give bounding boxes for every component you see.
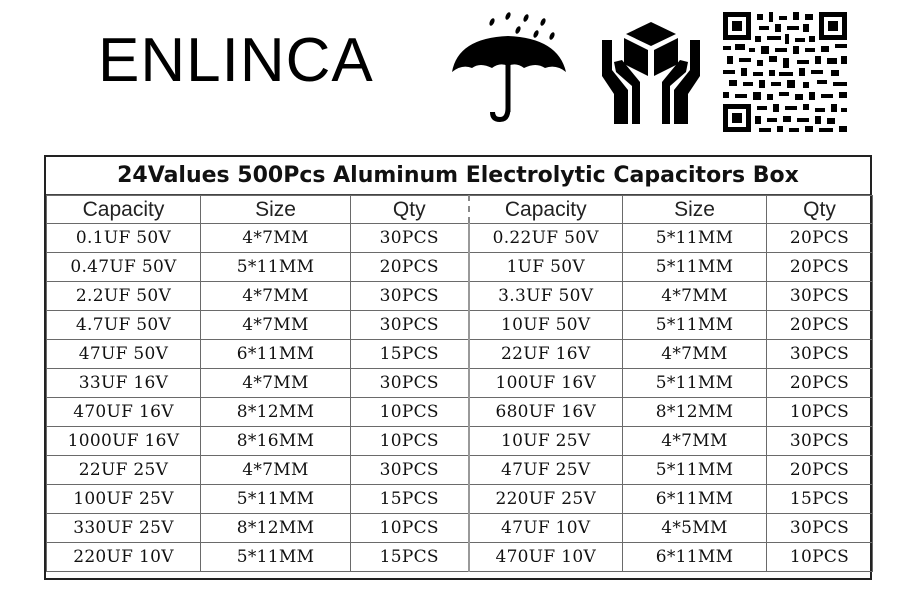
table-row — [47, 369, 873, 398]
cell-qty: 20PCS — [767, 369, 873, 398]
brand-logo: ENLINCA — [98, 26, 374, 95]
cell-qty: 10PCS — [767, 398, 873, 427]
cell-qty: 10PCS — [351, 427, 469, 456]
cell-qty: 10PCS — [767, 543, 873, 572]
cell-capacity: 4.7UF 50V — [47, 311, 201, 340]
table-row — [47, 224, 873, 253]
header-size: Size — [623, 196, 767, 224]
cell-qty: 30PCS — [351, 224, 469, 253]
cell-size: 5*11MM — [623, 369, 767, 398]
cell-size: 4*5MM — [623, 514, 767, 543]
table-row — [47, 485, 873, 514]
table-row — [47, 427, 873, 456]
cell-size: 5*11MM — [623, 224, 767, 253]
cell-capacity: 470UF 16V — [47, 398, 201, 427]
table-row — [47, 398, 873, 427]
cell-qty: 30PCS — [351, 456, 469, 485]
cell-qty: 30PCS — [767, 340, 873, 369]
cell-size: 5*11MM — [623, 253, 767, 282]
table-row — [47, 311, 873, 340]
cell-capacity: 22UF 25V — [47, 456, 201, 485]
cell-capacity: 0.1UF 50V — [47, 224, 201, 253]
qr-code-icon — [723, 12, 847, 132]
cell-size: 4*7MM — [201, 311, 351, 340]
cell-capacity: 10UF 50V — [469, 311, 623, 340]
capacitor-grid — [46, 195, 873, 572]
cell-size: 5*11MM — [623, 456, 767, 485]
cell-qty: 20PCS — [767, 456, 873, 485]
cell-size: 4*7MM — [201, 282, 351, 311]
header-capacity: Capacity — [469, 196, 623, 224]
cell-capacity: 22UF 16V — [469, 340, 623, 369]
table-title: 24Values 500Pcs Aluminum Electrolytic Capacitors Box — [46, 157, 870, 195]
table-row — [47, 253, 873, 282]
cell-size: 5*11MM — [201, 543, 351, 572]
cell-capacity: 100UF 16V — [469, 369, 623, 398]
cell-capacity: 220UF 25V — [469, 485, 623, 514]
cell-qty: 15PCS — [767, 485, 873, 514]
cell-size: 4*7MM — [201, 456, 351, 485]
cell-capacity: 33UF 16V — [47, 369, 201, 398]
cell-qty: 30PCS — [767, 282, 873, 311]
cell-size: 6*11MM — [201, 340, 351, 369]
capacitor-table — [44, 155, 872, 580]
cell-size: 4*7MM — [201, 224, 351, 253]
cell-qty: 30PCS — [767, 427, 873, 456]
table-row — [47, 340, 873, 369]
cell-capacity: 1UF 50V — [469, 253, 623, 282]
cell-size: 5*11MM — [623, 311, 767, 340]
cell-capacity: 330UF 25V — [47, 514, 201, 543]
table-row — [47, 282, 873, 311]
cell-size: 5*11MM — [201, 485, 351, 514]
cell-capacity: 47UF 10V — [469, 514, 623, 543]
table-row — [47, 543, 873, 572]
cell-capacity: 47UF 25V — [469, 456, 623, 485]
cell-capacity: 1000UF 16V — [47, 427, 201, 456]
cell-capacity: 47UF 50V — [47, 340, 201, 369]
header-capacity: Capacity — [47, 196, 201, 224]
umbrella-rain-icon — [448, 8, 570, 126]
table-row — [47, 456, 873, 485]
cell-qty: 20PCS — [767, 224, 873, 253]
cell-capacity: 0.47UF 50V — [47, 253, 201, 282]
cell-capacity: 470UF 10V — [469, 543, 623, 572]
cell-size: 4*7MM — [623, 340, 767, 369]
cell-capacity: 100UF 25V — [47, 485, 201, 514]
header-size: Size — [201, 196, 351, 224]
cell-size: 4*7MM — [201, 369, 351, 398]
cell-size: 5*11MM — [201, 253, 351, 282]
cell-capacity: 3.3UF 50V — [469, 282, 623, 311]
cell-size: 6*11MM — [623, 485, 767, 514]
header-qty: Qty — [767, 196, 873, 224]
cell-qty: 30PCS — [351, 369, 469, 398]
cell-size: 4*7MM — [623, 427, 767, 456]
cell-size: 8*12MM — [201, 398, 351, 427]
header-qty: Qty — [351, 196, 469, 224]
cell-qty: 30PCS — [351, 311, 469, 340]
cell-capacity: 10UF 25V — [469, 427, 623, 456]
cell-qty: 15PCS — [351, 485, 469, 514]
cell-size: 4*7MM — [623, 282, 767, 311]
cell-qty: 20PCS — [767, 253, 873, 282]
header-row — [47, 196, 873, 224]
cell-capacity: 220UF 10V — [47, 543, 201, 572]
cell-qty: 15PCS — [351, 543, 469, 572]
cell-capacity: 0.22UF 50V — [469, 224, 623, 253]
cell-qty: 20PCS — [351, 253, 469, 282]
cell-qty: 20PCS — [767, 311, 873, 340]
cell-capacity: 680UF 16V — [469, 398, 623, 427]
cell-qty: 30PCS — [351, 282, 469, 311]
cell-qty: 30PCS — [767, 514, 873, 543]
cell-size: 6*11MM — [623, 543, 767, 572]
cell-qty: 15PCS — [351, 340, 469, 369]
cell-qty: 10PCS — [351, 398, 469, 427]
fragile-hands-box-icon — [598, 20, 704, 126]
cell-size: 8*12MM — [623, 398, 767, 427]
cell-size: 8*12MM — [201, 514, 351, 543]
cell-capacity: 2.2UF 50V — [47, 282, 201, 311]
table-row — [47, 514, 873, 543]
cell-size: 8*16MM — [201, 427, 351, 456]
cell-qty: 10PCS — [351, 514, 469, 543]
